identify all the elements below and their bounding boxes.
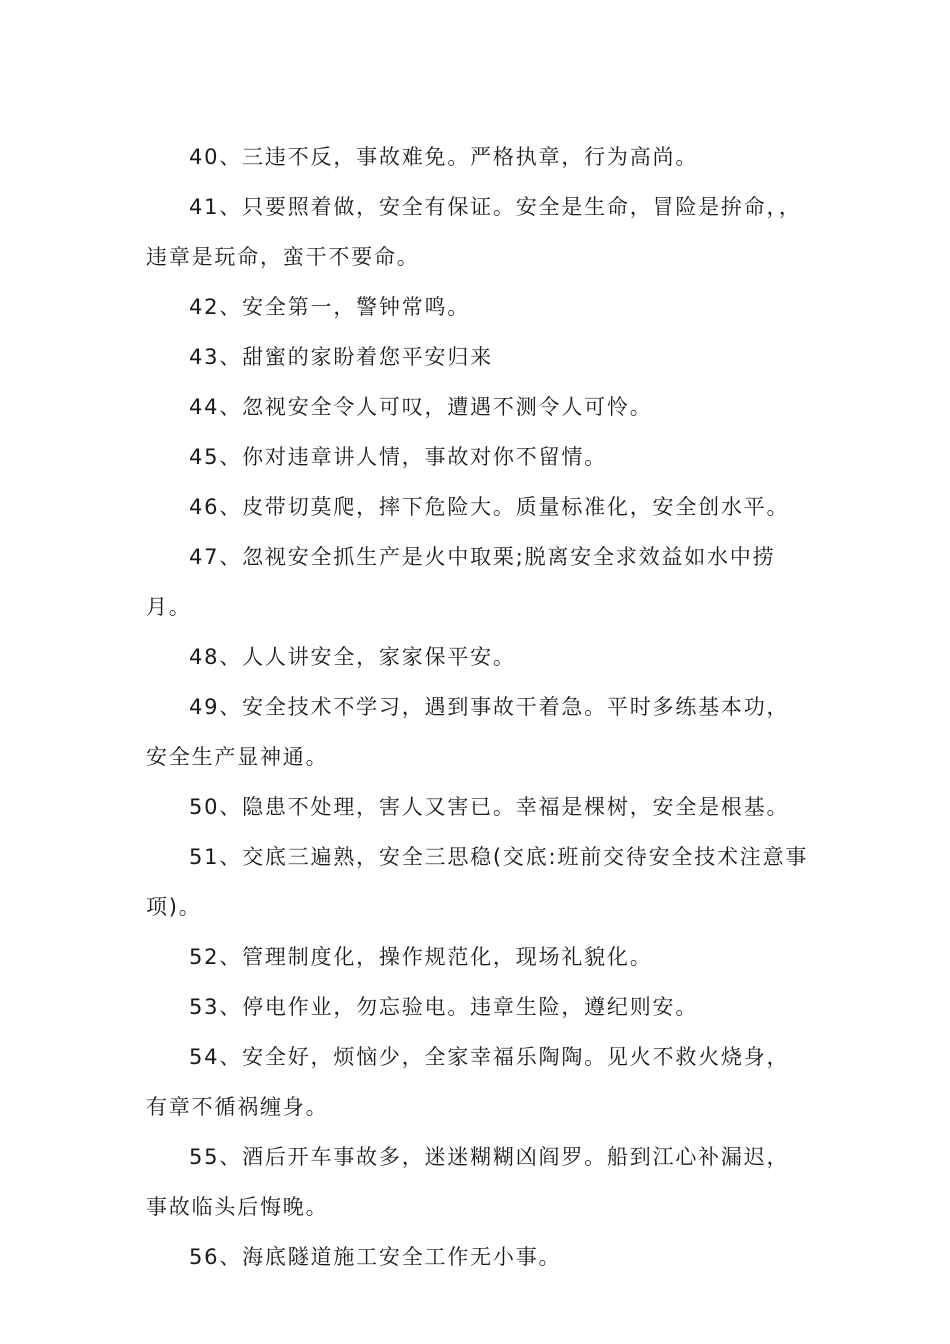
slogan-item-50: 50、隐患不处理，害人又害已。幸福是棵树，安全是根基。	[189, 795, 790, 819]
slogan-item-42: 42、安全第一，警钟常鸣。	[189, 295, 471, 319]
slogan-item-49: 49、安全技术不学习，遇到事故干着急。平时多练基本功，安全生产显神通。	[146, 695, 790, 769]
slogan-item-52: 52、管理制度化，操作规范化，现场礼貌化。	[189, 945, 653, 969]
slogan-item-56: 56、海底隧道施工安全工作无小事。	[189, 1245, 562, 1269]
slogan-list	[146, 132, 810, 1282]
slogan-item-48: 48、人人讲安全，家家保平安。	[189, 645, 516, 669]
slogan-item-41: 41、只要照着做，安全有保证。安全是生命，冒险是拚命，，违章是玩命，蛮干不要命。	[146, 195, 802, 269]
slogan-item-43: 43、甜蜜的家盼着您平安归来	[189, 345, 493, 369]
slogan-item-53: 53、停电作业，勿忘验电。违章生险，遵纪则安。	[189, 995, 699, 1019]
slogan-item-54: 54、安全好，烦恼少，全家幸福乐陶陶。见火不救火烧身，有章不循祸缠身。	[146, 1045, 790, 1119]
slogan-item-47: 47、忽视安全抓生产是火中取栗;脱离安全求效益如水中捞月。	[146, 545, 776, 619]
slogan-item-55: 55、酒后开车事故多，迷迷糊糊凶阎罗。船到江心补漏迟，事故临头后悔晚。	[146, 1145, 790, 1219]
slogan-item-51: 51、交底三遍熟，安全三思稳(交底:班前交待安全技术注意事项)。	[146, 845, 809, 919]
slogan-item-46: 46、皮带切莫爬，摔下危险大。质量标准化，安全创水平。	[189, 495, 790, 519]
slogan-item-45: 45、你对违章讲人情，事故对你不留情。	[189, 445, 607, 469]
slogan-item-40: 40、三违不反，事故难免。严格执章，行为高尚。	[189, 145, 699, 169]
slogan-item-44: 44、忽视安全令人可叹，遭遇不测令人可怜。	[189, 395, 653, 419]
